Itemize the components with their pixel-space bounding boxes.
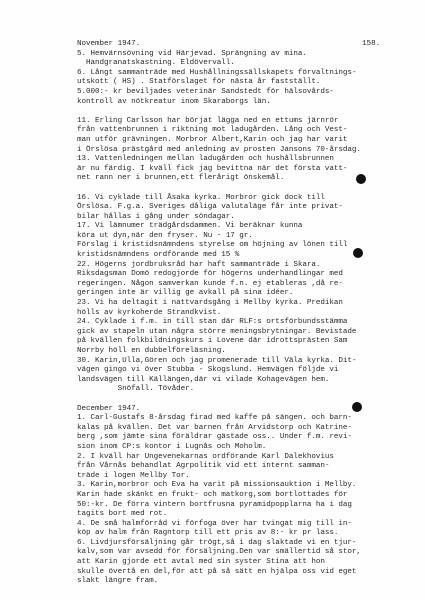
text-line: vägen gingo vi över Stubba - Skogslund. Hemvägen följde vi [77,366,339,375]
text-line [77,395,397,405]
text-line [77,107,397,117]
text-line: Karin hade skänkt en frukt- och matkorg,som bortlottades för [77,490,348,499]
text-line: 24. Cyklade i f.m. in till stan där RLF:s ortsförbundsstämma [77,318,348,327]
text-line: 1. Carl-Gustafs 8-årsdag firad med kaffe på sängen. och barn- [77,414,352,423]
text-line: November 1947. [77,40,141,48]
text-line: geringen inte är villig ge avkall på sina idéer. [77,289,294,298]
text-line: 6. Långt sammanträde med Hushållningssällskapets förvaltnings- [77,68,357,77]
text-line: Örslösa. F.g.a. Sveriges dåliga valutaläge får inte privat- [77,203,343,212]
text-line [77,184,397,194]
text-line: 22. Högerns jordbruksråd har haft sammanträde i Skara. [77,260,321,269]
text-line: net rann ner i brunnen,ett flerårigt önskemål. [77,174,285,183]
text-line: kristidsnämndens ordförande med 15 % [77,251,240,260]
text-line: slakt längre fram. [77,577,159,586]
text-line: bilar hållas i gång under söndagar. [77,212,235,221]
text-line: 6. Livdjursförsäljning går trögt,så i dag slaktade vi en tjur- [77,538,357,547]
text-line: skulle övertå en del,för att på så sätt en hjälpa oss vid eget [77,567,357,576]
text-line: landsvägen till Källängen,där vi vilade Kohagevägen hem. [77,375,330,384]
text-line: från Vårnås behandlat Agrpolitik vid ett internt samman- [77,462,330,471]
punch-hole-top [356,174,366,184]
text-line: kalas på kvällen. Det var barnen från Arvidstorp och Katrine- [77,423,352,432]
text-line: Förslag i kristidsnämndens styrelse om höjning av lönen till [77,241,348,250]
text-line: berg ,som jämte sina föräldrar gästade oss.. Under f.m. revi- [77,433,352,442]
text-line: 5. Hemvärnsövning vid Härjevad. Sprängning av mina. [77,49,307,58]
text-line: 13. Vattenledningen mellan ladugården och hushållsbrunnen [77,155,334,164]
text-line: att Karin gjorde ett avtal med sin syster Stina att hon [77,558,325,567]
text-line: kontroll av nötkreatur inom Skaraborgs län. [77,97,271,106]
text-line: köp av halm från Ragntorp till ett pris av 8:- kr pr lass. [77,529,339,538]
text-line: 16. Vi cyklade till Åsaka kyrka. Morbror gick dock till [77,193,325,202]
text-line: Riksdagsman Domö redogjorde för högerns underhandlingar med [77,270,343,279]
text-line: December 1947. [77,404,141,413]
text-line: 30. Karin,Ulla,Gören och jag promenerade till Väla kyrka. Dit- [77,356,357,365]
punch-hole-lower [352,402,362,412]
text-line: på kvällen folkbildningskurs i Lovene där idrottsprästen Sam [77,337,348,346]
text-line: utskott ( HS) . Statförslaget för nästa år fastställt. [77,78,321,87]
text-line: 17. Vi lämnumer trädgårdsdammen. Vi beräknar kunna [77,222,303,231]
text-line: sion inom CP:s kontor i Lugnås och Moholm. [77,442,267,451]
text-line: Handgranatskastning. Eldövervall. [77,59,235,68]
text-line: är nu färdig. I kväll fick jag bevittna när det första vatt- [77,164,348,173]
text-line: hölls av kyrkoherde Strandkvist. [77,308,222,317]
diary-text [77,40,397,587]
text-line: 5.000:- kr beviljades veterinär Sandstedt för hälsovårds- [77,87,334,96]
text-line: köra ut dyn,när den fryser. Nu - 17 gr. [77,231,253,240]
text-line: i Örslösa prästgård med anledning av prosten Jansons 70-årsdag. [77,145,361,154]
text-line: 3. Karin,morbror och Eva ha varit på missionsauktion i Mellby. [77,481,357,490]
text-line: 23. Vi ha deltagit i nattvardsgång i Mellby kyrka. Predikan [77,299,343,308]
text-line: gick av stapeln utan några större meningsbrytningar. Bevistade [77,327,357,336]
punch-hole-middle [353,248,363,258]
text-line: tagits bort med rot. [77,510,168,519]
text-line: 2. I kväll har Ungevenekarnas ordförande Karl Dalekhovius [77,452,334,461]
text-line: 50:-kr. De förra vintern bortfrusna pyramidpopplarna ha i dag [77,500,352,509]
text-line: man utför grävningen. Morbror Albert,Karin och jag har varit [77,135,348,144]
text-line: regeringen. Någon samverkan kunde f.n. ej etableras ,då re- [77,279,343,288]
text-line: 11. Erling Carlsson har börjat lägga ned en ettums järnrör [77,116,339,125]
text-line: träde i logen Mellby Tor. [77,471,190,480]
text-line: kalv,som var avsedd för försäljning.Den var smällertid så stor, [77,548,361,557]
text-line: från vattenbrunnen i riktning mot ladugården. Lång och Vest- [77,126,348,135]
text-line: 4. De små halmförråd vi förfoga över har tvingat mig till in- [77,519,352,528]
text-line: Norrby höll en dubbelföreläsning. [77,347,226,355]
page-number: 158. [362,40,381,48]
text-line: Snöfall. Tövåder. [77,385,195,394]
